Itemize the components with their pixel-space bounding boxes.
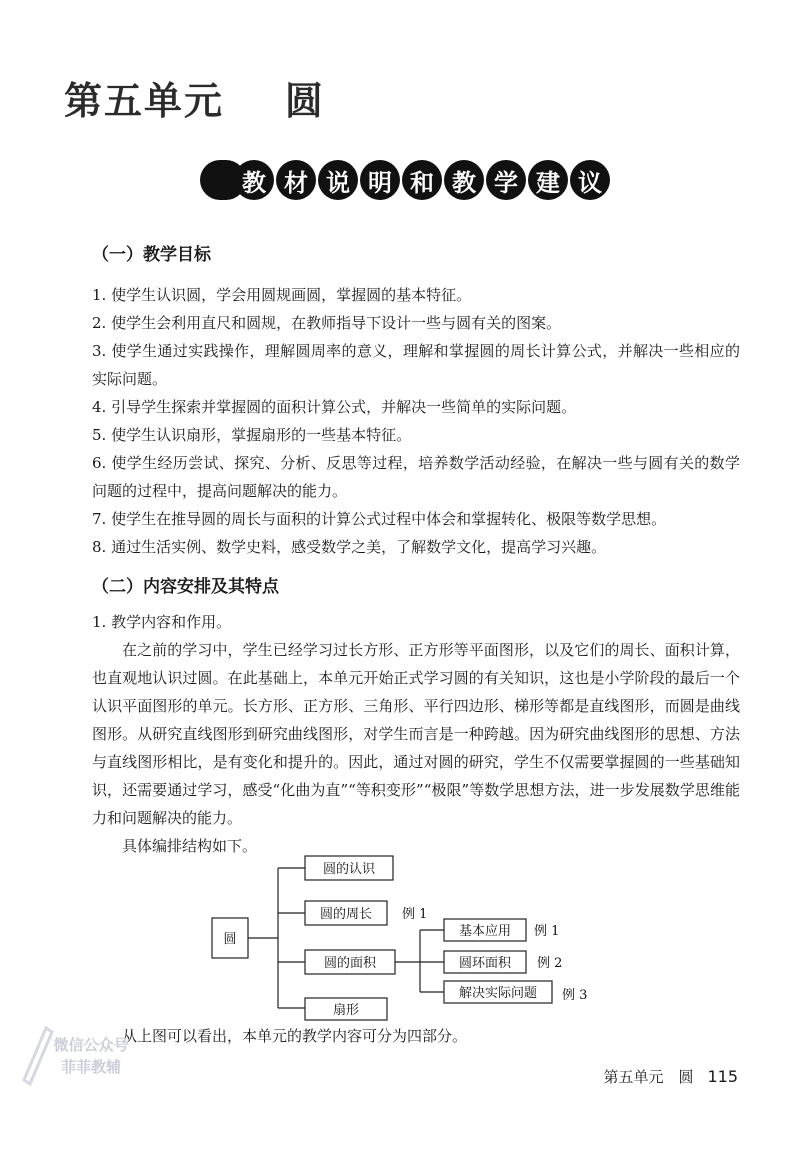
banner-char: 明 (360, 160, 400, 200)
watermark-line-1: 微信公众号 (53, 1036, 129, 1054)
structure-diagram (200, 850, 620, 1030)
banner-char: 材 (276, 160, 316, 200)
diagram-area-child-ring: 圆环面积 (458, 956, 512, 971)
diagram-area-example-1: 例 1 (534, 924, 560, 939)
diagram-area-child-practical: 解决实际问题 (458, 986, 538, 1001)
diagram-area-example-3: 例 3 (562, 988, 588, 1003)
pen-icon (16, 1020, 56, 1090)
page-footer (603, 1066, 738, 1087)
diagram-area-child-basic: 基本应用 (458, 924, 512, 939)
objective-6: 6. 使学生经历尝试、探究、分析、反思等过程，培养数学活动经验，在解决一些与圆有关的数学问题的过程中，提高问题解决的能力。 (92, 454, 740, 500)
objective-4: 4. 引导学生探索并掌握圆的面积计算公式，并解决一些简单的实际问题。 (92, 398, 577, 416)
objective-1: 1. 使学生认识圆，学会用圆规画圆，掌握圆的基本特征。 (92, 286, 472, 304)
banner-char: 说 (318, 160, 358, 200)
page-number: 115 (707, 1067, 738, 1086)
diagram-perimeter-example: 例 1 (402, 907, 428, 922)
objective-2: 2. 使学生会利用直尺和圆规，在教师指导下设计一些与圆有关的图案。 (92, 314, 562, 332)
watermark-line-2: 菲菲教辅 (60, 1058, 121, 1076)
banner-char: 学 (486, 160, 526, 200)
diagram-branch-recognize: 圆的认识 (322, 862, 376, 877)
structure-intro: 具体编排结构如下。 (122, 837, 258, 855)
banner-char: 建 (528, 160, 568, 200)
banner-char: 和 (402, 160, 442, 200)
banner-char: 教 (444, 160, 484, 200)
content-paragraph: 在之前的学习中，学生已经学习过长方形、正方形等平面图形，以及它们的周长、面积计算，也直观地认识过圆。在此基础上，本单元开始正式学习圆的有关知识，这也是小学阶段的最后一个认识平面图形的单元。长方形、正方形、三角形、平行四边形、梯形等都是直线图形，而圆是曲线图形。从研究直线图形到研究曲线图形，对学生而言是一种跨越。因为研究曲线图形的思想、方法与直线图形相比，是有变化和提升的。因此，通过对圆的研究，学生不仅需要掌握圆的一些基础知识，还需要通过学习，感受“化曲为直”“等积变形”“极限”等数学思想方法，进一步发展数学思维能力和问题解决的能力。 (92, 641, 740, 827)
watermark (16, 1020, 166, 1110)
diagram-branch-perimeter: 圆的周长 (319, 907, 373, 922)
objective-7: 7. 使学生在推导圆的周长与面积的计算公式过程中体会和掌握转化、极限等数学思想。 (92, 510, 667, 528)
diagram-branch-sector: 扇形 (332, 1003, 360, 1018)
section-banner (200, 160, 610, 200)
objective-5: 5. 使学生认识扇形，掌握扇形的一些基本特征。 (92, 426, 412, 444)
banner-char: 议 (570, 160, 610, 200)
diagram-area-example-2: 例 2 (537, 956, 563, 971)
section1-heading: （一）教学目标 (92, 245, 211, 265)
footer-unit: 第五单元 圆 (603, 1068, 694, 1086)
objective-8: 8. 通过生活实例、数学史料，感受数学之美，了解数学文化，提高学习兴趣。 (92, 538, 607, 556)
diagram-root: 圆 (223, 932, 237, 947)
section2-heading: （二）内容安排及其特点 (92, 577, 279, 597)
unit-title: 第五单元 圆 (64, 78, 325, 123)
objective-3: 3. 使学生通过实践操作，理解圆周率的意义，理解和掌握圆的周长计算公式，并解决一些相应的实际问题。 (92, 342, 740, 388)
after-diagram-text: 从上图可以看出，本单元的教学内容可分为四部分。 (122, 1027, 468, 1045)
diagram-branch-area: 圆的面积 (323, 956, 377, 971)
section2-subheading: 1. 教学内容和作用。 (92, 613, 232, 631)
banner-char: 教 (234, 160, 274, 200)
